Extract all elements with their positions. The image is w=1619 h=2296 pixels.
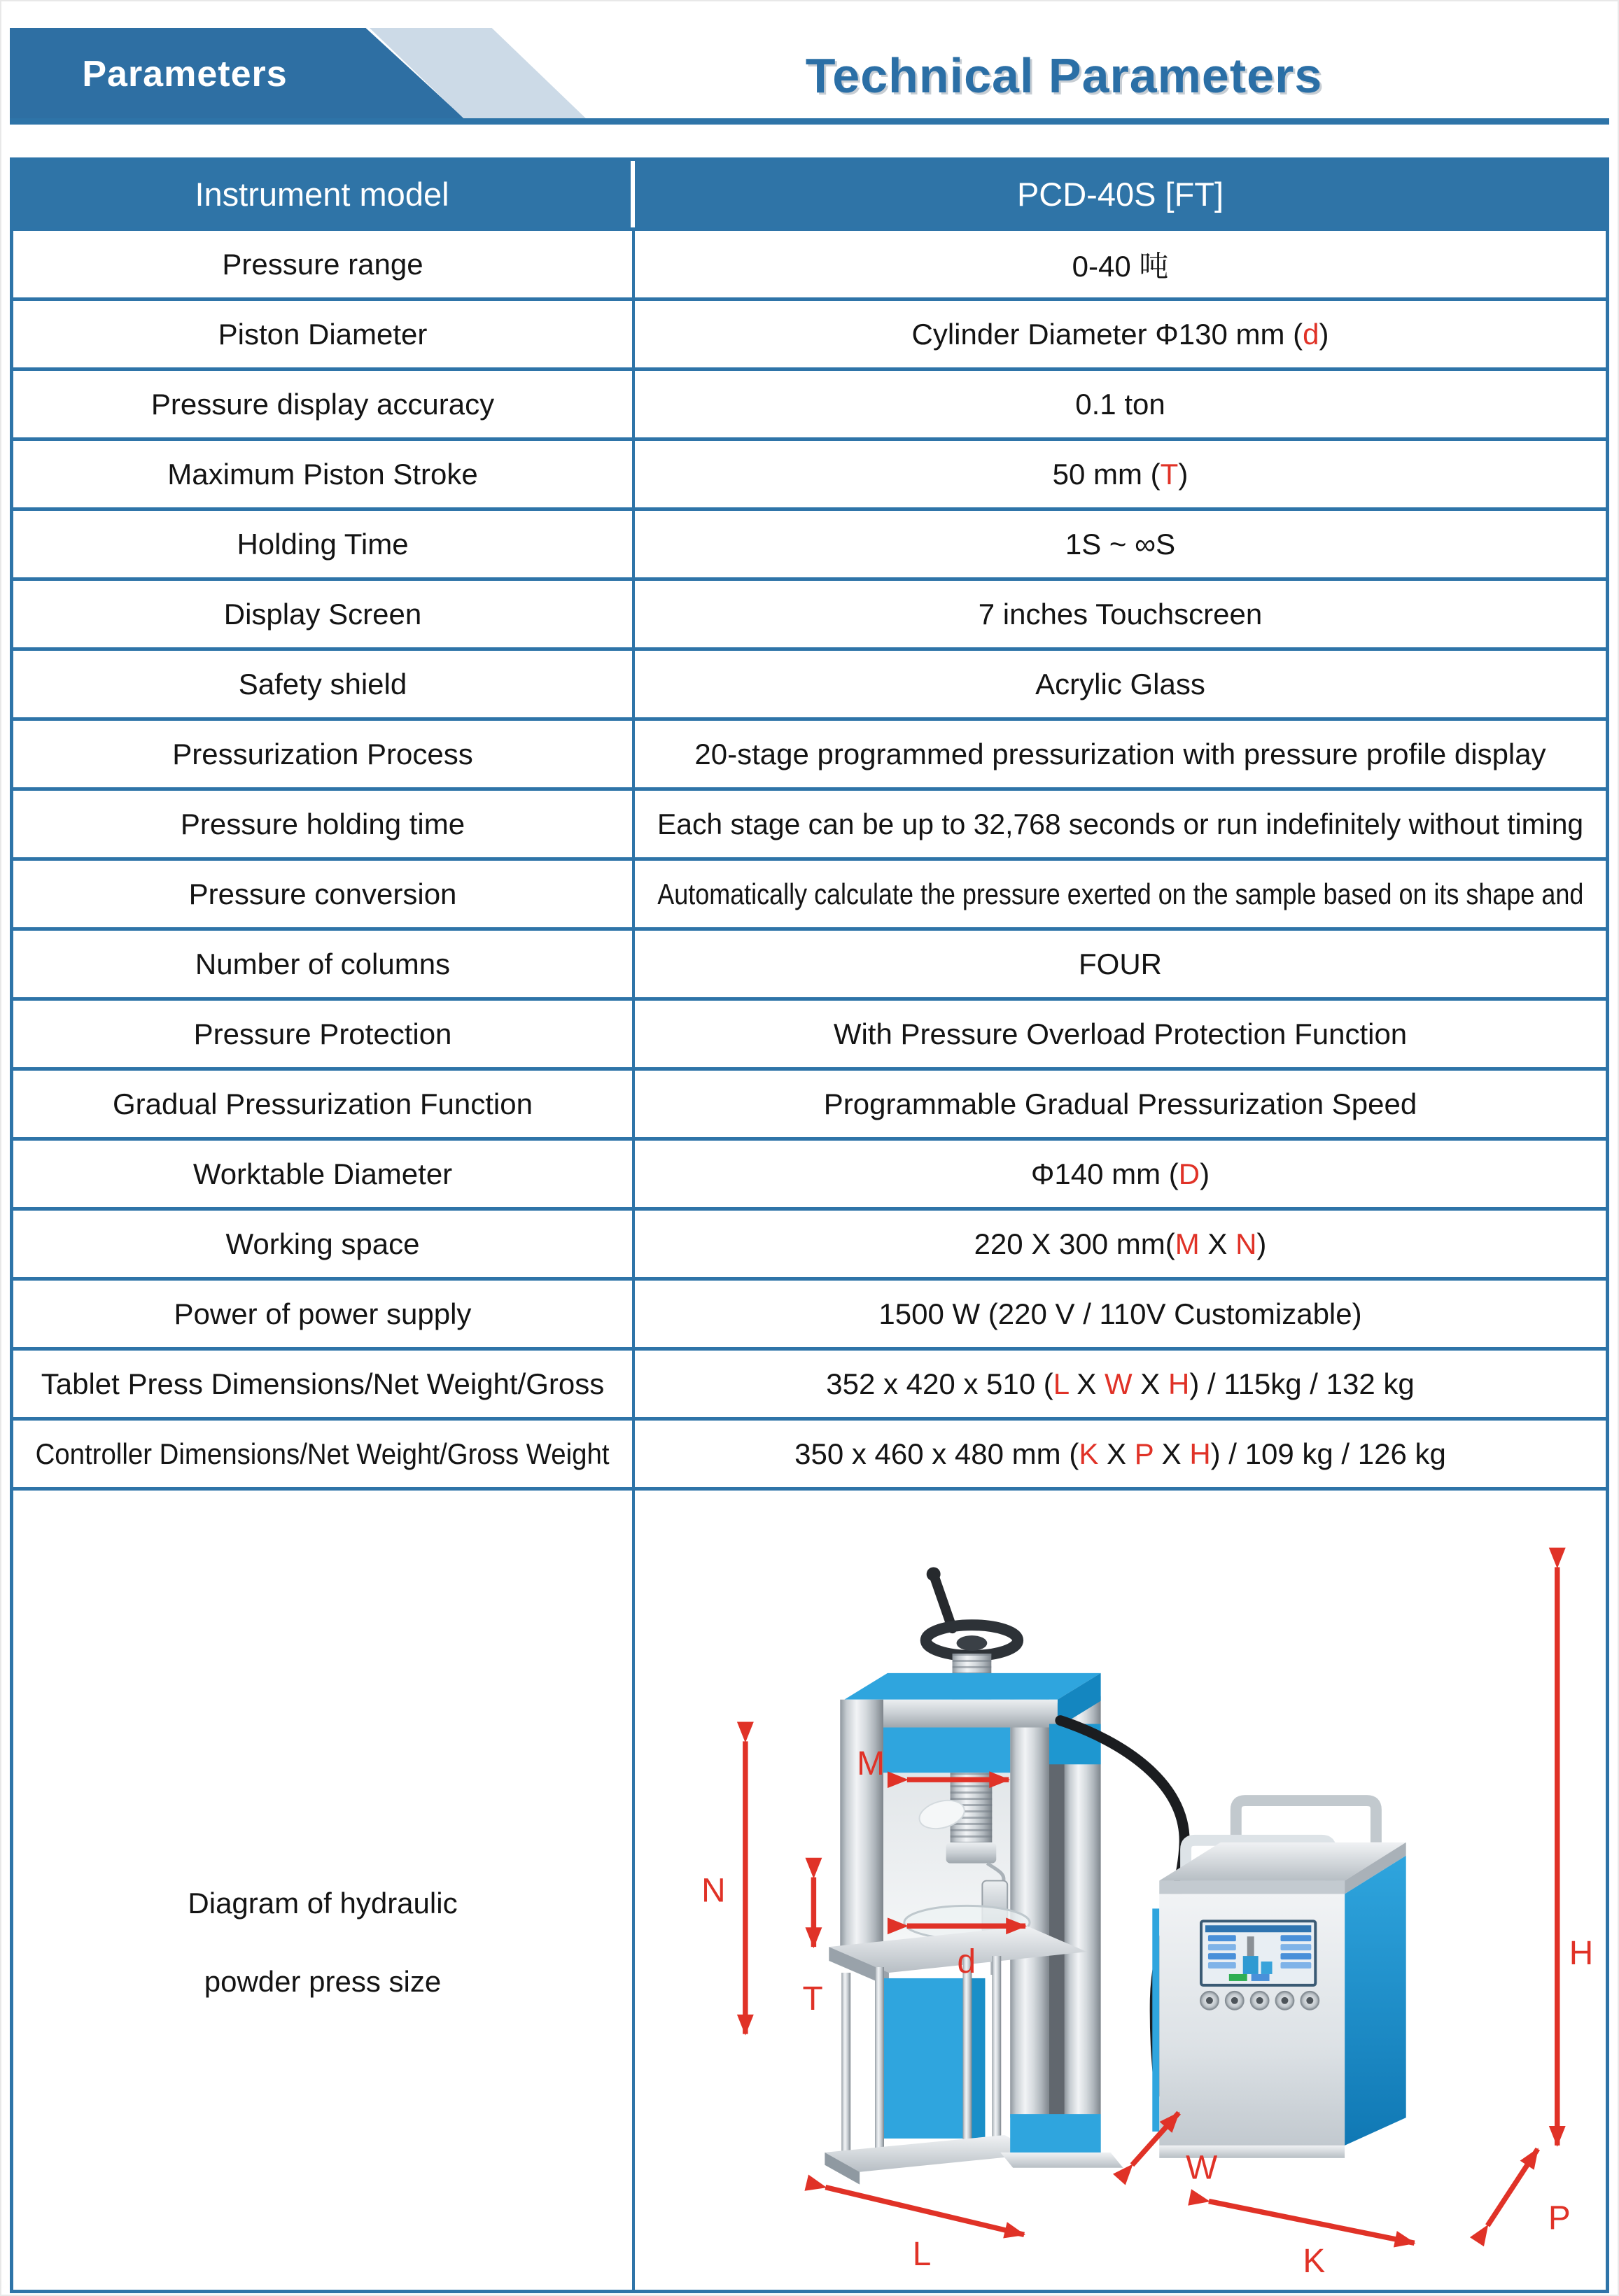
table-row — [13, 1137, 1606, 1207]
parameter-name-cell — [13, 1351, 635, 1417]
parameter-value-cell — [635, 231, 1606, 297]
header-label: Instrument model — [195, 176, 449, 213]
dimension-label-T: T — [802, 1980, 823, 2017]
parameter-name: Gradual Pressurization Function — [113, 1087, 533, 1120]
parameter-name: Safety shield — [238, 667, 407, 700]
table-row — [13, 857, 1606, 927]
parameter-value-cell — [635, 931, 1606, 997]
parameter-value-cell — [635, 511, 1606, 577]
table-row — [13, 437, 1606, 507]
dimension-arrow-P — [1487, 2149, 1538, 2226]
parameter-value-cell — [635, 371, 1606, 437]
diagram-caption-line1: Diagram of hydraulic — [188, 1887, 458, 1920]
parameter-value: 220 X 300 mm(M X N) — [974, 1227, 1267, 1260]
parameter-name: Holding Time — [237, 527, 409, 561]
table-row — [13, 1347, 1606, 1417]
dimension-arrow-L — [825, 2188, 1024, 2235]
dimension-label-W: W — [1186, 2149, 1218, 2187]
parameter-name-cell — [13, 1001, 635, 1067]
parameter-value: Each stage can be up to 32,768 seconds or run indefinitely without timing — [657, 807, 1584, 840]
header-value: PCD-40S [FT] — [1016, 176, 1224, 213]
table-header-row — [13, 161, 1606, 227]
dimension-letter: W — [1104, 1367, 1133, 1400]
parameter-name: Pressure display accuracy — [150, 387, 495, 421]
dimension-label-M: M — [857, 1745, 885, 1783]
header-value-cell — [635, 161, 1606, 227]
parameter-value: 1S ~ ∞S — [1065, 527, 1176, 561]
parameter-value-cell — [635, 581, 1606, 647]
table-row — [13, 787, 1606, 857]
parameter-name-cell — [13, 651, 635, 717]
parameter-name: Pressure conversion — [188, 877, 457, 910]
parameter-name: Power of power supply — [174, 1297, 472, 1330]
parameter-value-cell — [635, 1001, 1606, 1067]
parameter-value: Programmable Gradual Pressurization Speed — [823, 1087, 1417, 1120]
table-row — [13, 647, 1606, 717]
parameter-name-cell — [13, 441, 635, 507]
dimension-label-P: P — [1548, 2199, 1571, 2237]
parameter-name: Pressure range — [222, 247, 423, 281]
parameter-value-cell — [635, 1141, 1606, 1207]
parameter-value: Acrylic Glass — [1035, 667, 1205, 700]
table-row — [13, 577, 1606, 647]
parameter-name-cell — [13, 581, 635, 647]
parameter-name-cell — [13, 931, 635, 997]
diagram-row — [13, 1487, 1606, 2290]
table-row — [13, 1417, 1606, 1487]
diagram-caption-line2: powder press size — [204, 1965, 442, 1998]
table-row — [13, 717, 1606, 787]
parameter-value: 20-stage programmed pressurization with pressure profile display — [694, 737, 1546, 770]
parameter-name-cell — [13, 231, 635, 297]
parameter-value: 0.1 ton — [1075, 387, 1165, 421]
dimension-letter: P — [1134, 1437, 1154, 1470]
parameter-value-cell — [635, 791, 1606, 857]
parameter-value-cell — [635, 1351, 1606, 1417]
parameter-name: Worktable Diameter — [192, 1157, 453, 1190]
parameter-value: 0-40 吨 — [1072, 249, 1169, 283]
parameter-value: 350 x 460 x 480 mm (K X P X H) / 109 kg / 126 kg — [794, 1437, 1446, 1470]
dimension-letter: N — [1235, 1227, 1257, 1260]
parameter-name: Maximum Piston Stroke — [167, 457, 478, 491]
parameter-value-cell — [635, 1421, 1606, 1487]
page-header — [0, 0, 1619, 157]
dimension-letter: d — [1303, 317, 1319, 351]
parameter-value: FOUR — [1079, 947, 1162, 980]
dimension-arrow-K — [1209, 2202, 1415, 2244]
parameter-value-cell — [635, 301, 1606, 367]
dimension-letter: M — [1175, 1227, 1200, 1260]
page-title: Technical Parameters — [805, 48, 1323, 103]
dimension-label-N: N — [701, 1872, 726, 1910]
dimension-letter: H — [1168, 1367, 1190, 1400]
table-row — [13, 997, 1606, 1067]
handwheel-icon — [926, 1568, 1018, 1656]
parameter-name: Controller Dimensions/Net Weight/Gross Weight — [36, 1437, 610, 1470]
dimension-label-L: L — [912, 2236, 932, 2274]
parameter-value-cell — [635, 721, 1606, 787]
parameters-badge-label: Parameters — [82, 54, 288, 94]
press-size-diagram — [635, 1491, 1606, 2290]
parameter-name-cell — [13, 301, 635, 367]
table-row — [13, 227, 1606, 297]
parameter-name-cell — [13, 861, 635, 927]
controller-touchscreen — [1201, 1921, 1315, 1985]
parameter-name-cell — [13, 1071, 635, 1137]
parameter-value: 7 inches Touchscreen — [978, 597, 1263, 631]
parameter-value: Automatically calculate the pressure exerted on the sample based on its shape and — [657, 877, 1584, 910]
header-label-cell — [13, 161, 635, 227]
table-row — [13, 367, 1606, 437]
table-row — [13, 297, 1606, 367]
parameter-name: Tablet Press Dimensions/Net Weight/Gross — [41, 1367, 605, 1400]
spec-table — [10, 157, 1609, 2293]
parameter-name-cell — [13, 1211, 635, 1277]
table-row — [13, 1067, 1606, 1137]
dimension-label-K: K — [1303, 2243, 1326, 2281]
dimension-letter: L — [1053, 1367, 1069, 1400]
parameter-value-cell — [635, 1071, 1606, 1137]
dimension-letter: K — [1079, 1437, 1099, 1470]
press-illustration — [825, 1568, 1123, 2185]
parameter-value: 1500 W (220 V / 110V Customizable) — [878, 1297, 1362, 1330]
table-row — [13, 507, 1606, 577]
parameter-name: Number of columns — [195, 947, 451, 980]
parameter-name: Display Screen — [223, 597, 422, 631]
parameter-name-cell — [13, 511, 635, 577]
parameter-value-cell — [635, 861, 1606, 927]
table-row — [13, 1207, 1606, 1277]
parameter-name: Piston Diameter — [218, 317, 428, 351]
parameter-value: Cylinder Diameter Φ130 mm (d) — [911, 317, 1329, 351]
dimension-letter: H — [1189, 1437, 1211, 1470]
parameter-name-cell — [13, 1141, 635, 1207]
parameter-name-cell — [13, 1421, 635, 1487]
parameter-value-cell — [635, 1281, 1606, 1347]
parameter-name: Pressure holding time — [180, 807, 465, 840]
table-body — [13, 227, 1606, 1487]
controller-illustration — [1152, 1801, 1406, 2158]
dimension-letter: D — [1178, 1157, 1200, 1190]
parameter-value: 50 mm (T) — [1052, 457, 1189, 491]
parameter-value-cell — [635, 651, 1606, 717]
parameter-name: Pressure Protection — [193, 1017, 452, 1050]
dimension-label-H: H — [1569, 1935, 1594, 1973]
diagram-cell — [635, 1491, 1606, 2290]
parameter-value-cell — [635, 1211, 1606, 1277]
parameter-name: Working space — [225, 1227, 420, 1260]
parameter-name-cell — [13, 721, 635, 787]
parameter-name-cell — [13, 371, 635, 437]
parameter-value: Φ140 mm (D) — [1030, 1157, 1210, 1190]
parameter-value-cell — [635, 441, 1606, 507]
parameter-value: With Pressure Overload Protection Function — [833, 1017, 1408, 1050]
parameter-value: 352 x 420 x 510 (L X W X H) / 115kg / 132 kg — [826, 1367, 1415, 1400]
dimension-letter: T — [1160, 457, 1179, 491]
diagram-caption-cell — [13, 1491, 635, 2290]
table-row — [13, 1277, 1606, 1347]
dimension-label-d: d — [957, 1943, 976, 1980]
parameter-name-cell — [13, 1281, 635, 1347]
header-divider-rule — [10, 118, 1609, 125]
parameter-name-cell — [13, 791, 635, 857]
parameter-name: Pressurization Process — [172, 737, 473, 770]
table-row — [13, 927, 1606, 997]
